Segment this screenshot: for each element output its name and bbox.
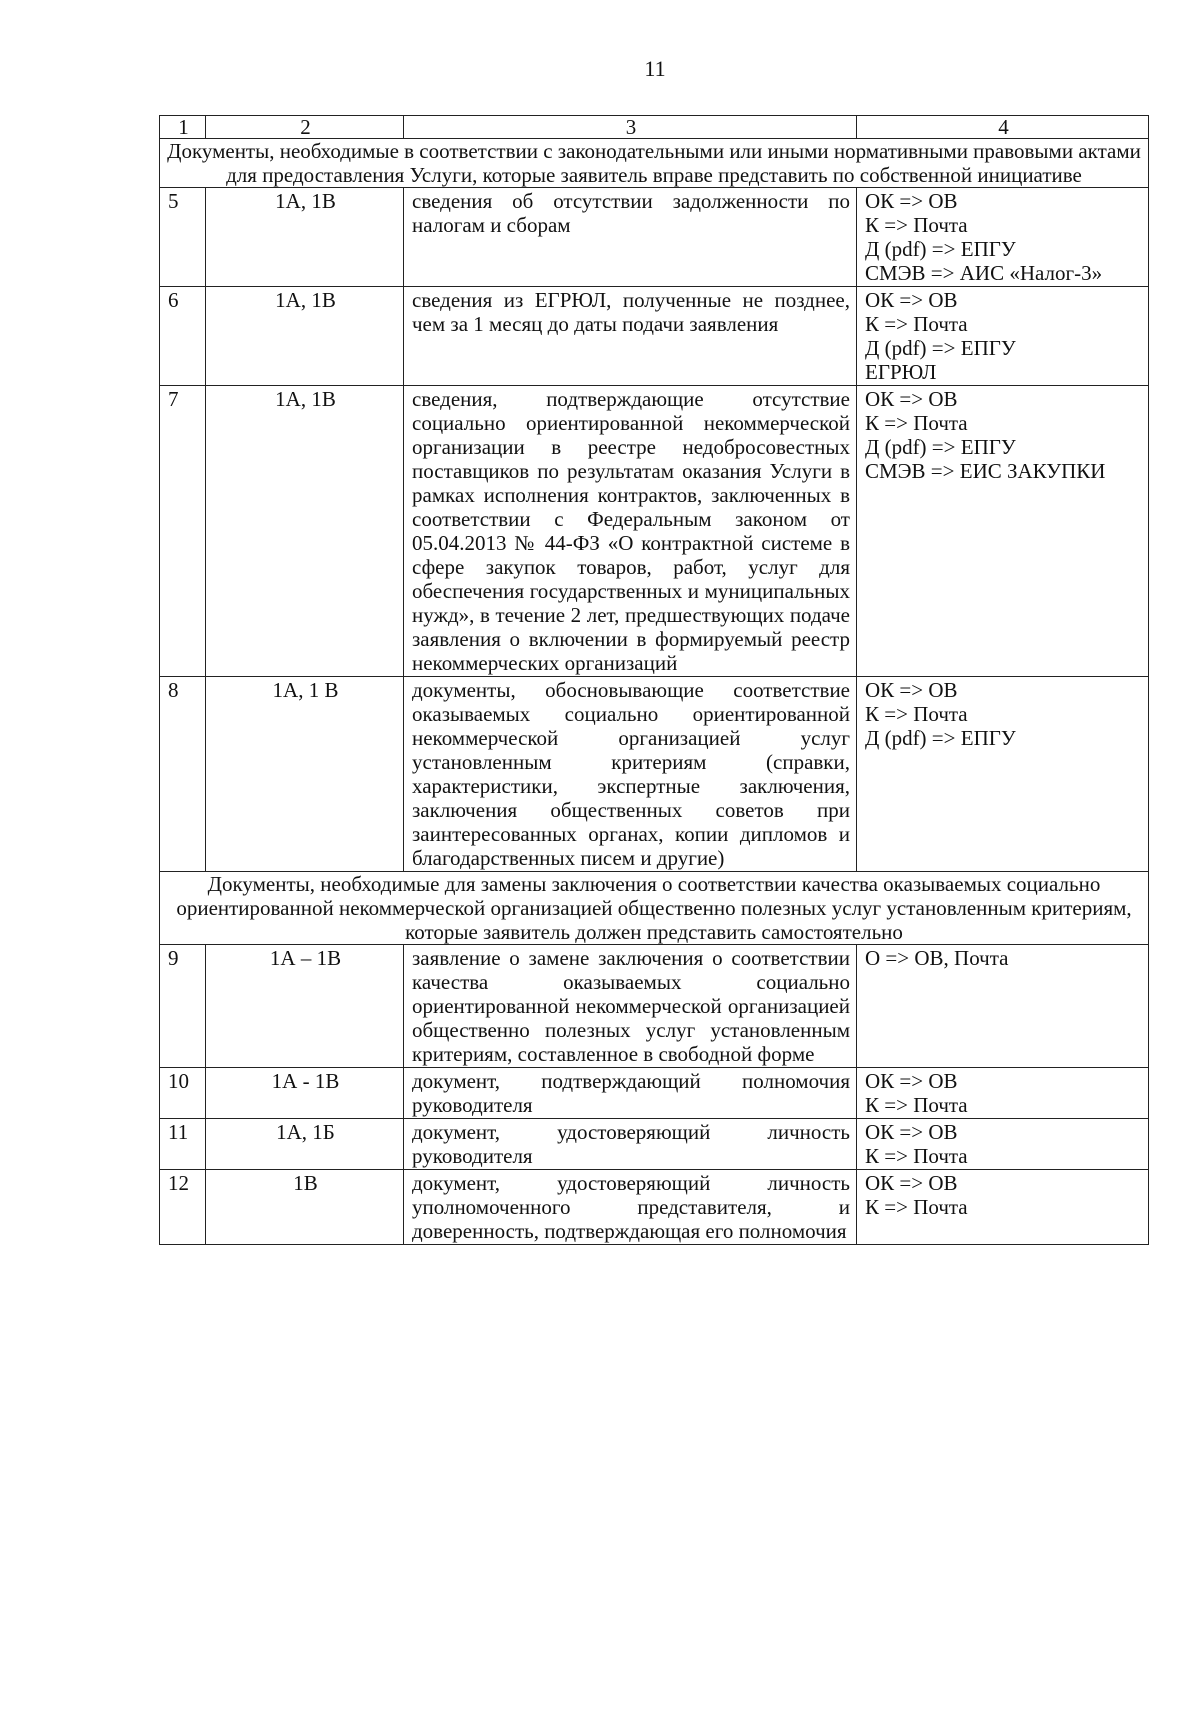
submission-methods: [857, 1170, 1149, 1245]
document-description: сведения из ЕГРЮЛ, полученные не позднее, чем за 1 месяц до даты подачи заявления: [404, 287, 857, 386]
row-number: 5: [160, 188, 206, 287]
row-number: 10: [160, 1068, 206, 1119]
applicant-category: 1А, 1В: [206, 287, 404, 386]
column-header: 1: [160, 116, 206, 139]
section-heading-row: [160, 139, 1149, 188]
table-row: [160, 188, 1149, 287]
method-line: СМЭВ => АИС «Налог-3»: [865, 261, 1103, 285]
submission-methods: [857, 945, 1149, 1068]
method-line: ОК => ОВ: [865, 1171, 958, 1195]
table-row: [160, 287, 1149, 386]
document-description: сведения, подтверждающие отсутствие социально ориентированной некоммерческой организации в реестре недобросовестных поставщиков по результатам оказания Услуги в рамках исполнения контрактов, заключенных в соответствии с Федеральным законом от 05.04.2013 № 44-ФЗ «О контрактной системе в сфере закупок товаров, работ, услуг для обеспечения государственных и муниципальных нужд», в течение 2 лет, предшествующих подаче заявления о включении в формируемый реестр некоммерческих организаций: [404, 386, 857, 677]
method-line: ОК => ОВ: [865, 1069, 958, 1093]
method-line: К => Почта: [865, 1144, 968, 1168]
applicant-category: 1А – 1В: [206, 945, 404, 1068]
section-heading-row: [160, 872, 1149, 945]
column-header: 3: [404, 116, 857, 139]
column-header: 4: [857, 116, 1149, 139]
submission-methods: [857, 1119, 1149, 1170]
document-description: документ, удостоверяющий личность руководителя: [404, 1119, 857, 1170]
method-line: К => Почта: [865, 213, 968, 237]
method-line: Д (pdf) => ЕПГУ: [865, 726, 1016, 750]
document-description: документ, подтверждающий полномочия руководителя: [404, 1068, 857, 1119]
method-line: ОК => ОВ: [865, 387, 958, 411]
document-description: сведения об отсутствии задолженности по налогам и сборам: [404, 188, 857, 287]
method-line: ОК => ОВ: [865, 1120, 958, 1144]
applicant-category: 1А, 1Б: [206, 1119, 404, 1170]
page-number: 11: [644, 56, 666, 81]
table-header-row: [160, 116, 1149, 139]
row-number: 12: [160, 1170, 206, 1245]
method-line: Д (pdf) => ЕПГУ: [865, 237, 1016, 261]
applicant-category: 1А - 1В: [206, 1068, 404, 1119]
method-line: О => ОВ, Почта: [865, 946, 1009, 970]
column-header: 2: [206, 116, 404, 139]
document-description: документ, удостоверяющий личность уполномоченного представителя, и доверенность, подтверждающая его полномочия: [404, 1170, 857, 1245]
method-line: Д (pdf) => ЕПГУ: [865, 435, 1016, 459]
applicant-category: 1А, 1В: [206, 386, 404, 677]
submission-methods: [857, 386, 1149, 677]
document-description: заявление о замене заключения о соответствии качества оказываемых социально ориентированной некоммерческой организацией общественно полезных услуг установленным критериям, составленное в свободной форме: [404, 945, 857, 1068]
submission-methods: [857, 188, 1149, 287]
table-row: [160, 1170, 1149, 1245]
method-line: ОК => ОВ: [865, 678, 958, 702]
table-row: [160, 386, 1149, 677]
method-line: ОК => ОВ: [865, 288, 958, 312]
submission-methods: [857, 287, 1149, 386]
method-line: К => Почта: [865, 1195, 968, 1219]
submission-methods: [857, 1068, 1149, 1119]
row-number: 6: [160, 287, 206, 386]
method-line: К => Почта: [865, 312, 968, 336]
submission-methods: [857, 677, 1149, 872]
documents-table: [159, 115, 1149, 1245]
method-line: ОК => ОВ: [865, 189, 958, 213]
method-line: К => Почта: [865, 702, 968, 726]
row-number: 8: [160, 677, 206, 872]
table-row: [160, 945, 1149, 1068]
method-line: Д (pdf) => ЕПГУ: [865, 336, 1016, 360]
table-row: [160, 1119, 1149, 1170]
applicant-category: 1А, 1В: [206, 188, 404, 287]
row-number: 9: [160, 945, 206, 1068]
applicant-category: 1А, 1 В: [206, 677, 404, 872]
applicant-category: 1В: [206, 1170, 404, 1245]
method-line: К => Почта: [865, 411, 968, 435]
section-title: Документы, необходимые в соответствии с законодательными или иными нормативными правовыми актами для предоставления Услуги, которые заявитель вправе представить по собственной инициативе: [160, 139, 1149, 188]
section-title: Документы, необходимые для замены заключения о соответствии качества оказываемых социально ориентированной некоммерческой организацией общественно полезных услуг установленным критериям, которые заявитель должен представить самостоятельно: [160, 872, 1149, 945]
table-row: [160, 1068, 1149, 1119]
row-number: 11: [160, 1119, 206, 1170]
document-description: документы, обосновывающие соответствие оказываемых социально ориентированной некоммерческой организацией услуг установленным критериям (справки, характеристики, экспертные заключения, заключения общественных советов при заинтересованных органах, копии дипломов и благодарственных писем и другие): [404, 677, 857, 872]
row-number: 7: [160, 386, 206, 677]
method-line: ЕГРЮЛ: [865, 360, 937, 384]
method-line: СМЭВ => ЕИС ЗАКУПКИ: [865, 459, 1106, 483]
method-line: К => Почта: [865, 1093, 968, 1117]
table-row: [160, 677, 1149, 872]
